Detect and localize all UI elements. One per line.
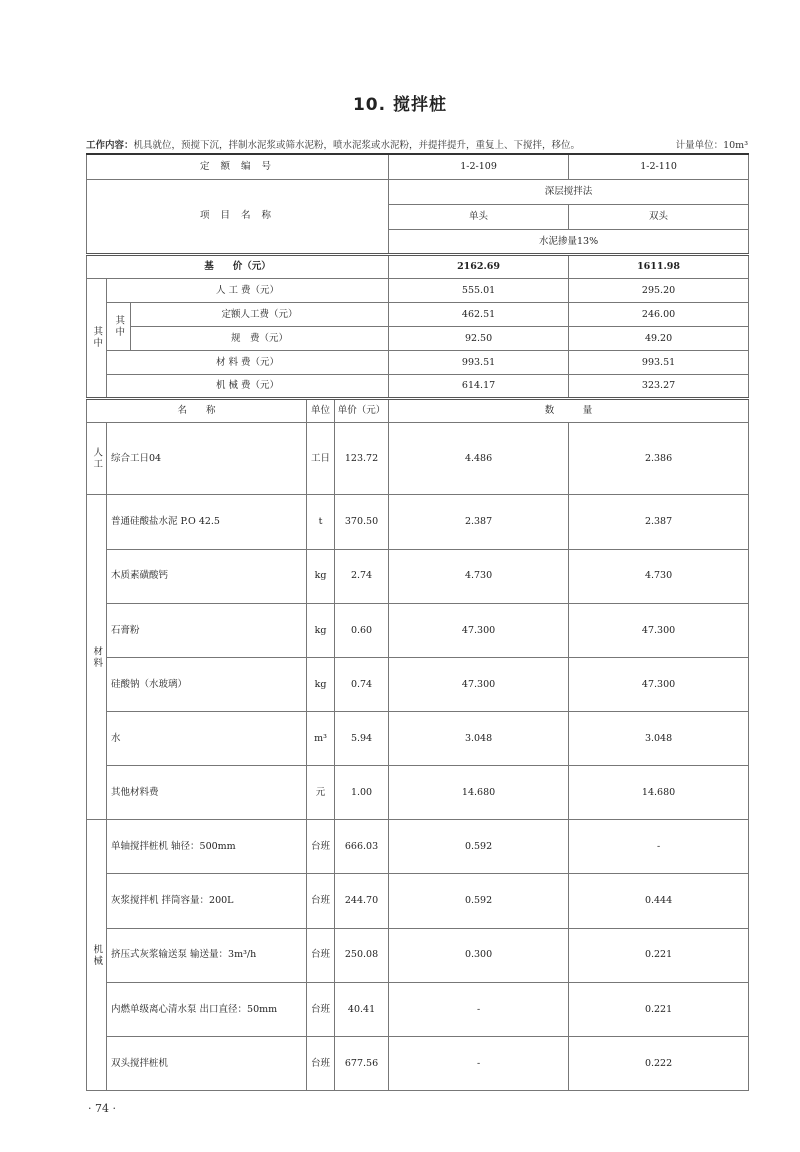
base-price-label: 基 价（元）	[87, 254, 389, 278]
machinery-category-text: 机械	[91, 943, 103, 967]
resource-unit: kg	[307, 603, 335, 657]
resource-quantity-1: 4.486	[389, 423, 569, 495]
quota-labor-cost-row	[87, 302, 749, 326]
quota-code-row	[87, 154, 749, 179]
resource-unit: 台班	[307, 1036, 335, 1090]
material-cost-label: 材 料 费（元）	[107, 351, 389, 375]
breakdown-group-text: 其中	[91, 326, 103, 350]
table-row	[87, 1036, 749, 1090]
variant-single: 单头	[389, 204, 569, 229]
breakdown-group-label	[87, 278, 107, 398]
resource-quantity-1: 47.300	[389, 603, 569, 657]
resource-quantity-2: -	[569, 820, 749, 874]
base-price-row	[87, 254, 749, 278]
resource-name: 其他材料费	[107, 766, 307, 820]
resource-quantity-1: -	[389, 982, 569, 1036]
labor-cost-1: 555.01	[389, 278, 569, 302]
work-content-label: 工作内容：	[86, 140, 134, 151]
resource-unit: 台班	[307, 928, 335, 982]
resource-price: 666.03	[335, 820, 389, 874]
resource-price: 0.60	[335, 603, 389, 657]
quota-code-1: 1-2-109	[389, 154, 569, 179]
resource-quantity-1: -	[389, 1036, 569, 1090]
base-price-1: 2162.69	[389, 254, 569, 278]
method-label: 深层搅拌法	[389, 179, 749, 204]
resource-quantity-2: 3.048	[569, 711, 749, 765]
resource-name: 内燃单级离心清水泵 出口直径：50mm	[107, 982, 307, 1036]
item-name-label: 项 目 名 称	[87, 179, 389, 254]
resource-quantity-1: 0.592	[389, 820, 569, 874]
page-title: 10. 搅拌桩	[352, 95, 448, 115]
method-row	[87, 179, 749, 204]
resource-quantity-1: 3.048	[389, 711, 569, 765]
base-price-2: 1611.98	[569, 254, 749, 278]
resource-name: 木质素磺酸钙	[107, 549, 307, 603]
resource-header-row	[87, 399, 749, 423]
machinery-cost-2: 323.27	[569, 375, 749, 399]
resource-quantity-1: 4.730	[389, 549, 569, 603]
cement-note: 水泥掺量13%	[389, 229, 749, 254]
measurement-unit: 计量单位：10m³	[675, 140, 748, 151]
materials-category-text: 材料	[91, 645, 103, 669]
resource-price: 5.94	[335, 711, 389, 765]
resource-unit: t	[307, 495, 335, 549]
material-cost-2: 993.51	[569, 351, 749, 375]
resource-quantity-1: 47.300	[389, 657, 569, 711]
table-row	[87, 603, 749, 657]
resource-quantity-2: 2.387	[569, 495, 749, 549]
resource-price: 244.70	[335, 874, 389, 928]
resource-quantity-2: 47.300	[569, 603, 749, 657]
labor-cost-label: 人 工 费（元）	[107, 278, 389, 302]
resource-quantity-1: 0.592	[389, 874, 569, 928]
resource-unit: 元	[307, 766, 335, 820]
resource-price: 677.56	[335, 1036, 389, 1090]
resource-quantity-1: 14.680	[389, 766, 569, 820]
resource-unit: kg	[307, 657, 335, 711]
resource-name: 双头搅拌桩机	[107, 1036, 307, 1090]
quota-labor-cost-label: 定额人工费（元）	[131, 302, 389, 326]
resource-name: 普通硅酸盐水泥 P.O 42.5	[107, 495, 307, 549]
fee-1: 92.50	[389, 326, 569, 350]
resource-unit: 台班	[307, 820, 335, 874]
resource-quantity-1: 0.300	[389, 928, 569, 982]
quota-table	[86, 153, 749, 1091]
resource-unit: m³	[307, 711, 335, 765]
resource-quantity-2: 0.221	[569, 982, 749, 1036]
labor-category-text: 人工	[91, 447, 103, 471]
resource-unit: 台班	[307, 874, 335, 928]
table-row	[87, 549, 749, 603]
quota-labor-cost-1: 462.51	[389, 302, 569, 326]
resource-price-header: 单价（元）	[335, 399, 389, 423]
resource-name: 石膏粉	[107, 603, 307, 657]
resource-name: 综合工日04	[107, 423, 307, 495]
resource-quantity-header: 数 量	[389, 399, 749, 423]
materials-category	[87, 495, 107, 820]
machinery-cost-row	[87, 375, 749, 399]
fee-2: 49.20	[569, 326, 749, 350]
breakdown-subgroup-label	[107, 302, 131, 350]
resource-name: 水	[107, 711, 307, 765]
table-row	[87, 495, 749, 549]
resource-price: 250.08	[335, 928, 389, 982]
labor-cost-row	[87, 278, 749, 302]
quota-code-2: 1-2-110	[569, 154, 749, 179]
quota-labor-cost-2: 246.00	[569, 302, 749, 326]
table-row	[87, 820, 749, 874]
resource-price: 123.72	[335, 423, 389, 495]
variant-double: 双头	[569, 204, 749, 229]
resource-unit-header: 单位	[307, 399, 335, 423]
resource-unit: kg	[307, 549, 335, 603]
resource-quantity-2: 14.680	[569, 766, 749, 820]
resource-name: 单轴搅拌桩机 轴径：500mm	[107, 820, 307, 874]
material-cost-1: 993.51	[389, 351, 569, 375]
machinery-category	[87, 820, 107, 1091]
table-row	[87, 657, 749, 711]
resource-price: 40.41	[335, 982, 389, 1036]
labor-cost-2: 295.20	[569, 278, 749, 302]
material-cost-row	[87, 351, 749, 375]
table-row	[87, 874, 749, 928]
machinery-cost-1: 614.17	[389, 375, 569, 399]
fee-row	[87, 326, 749, 350]
resource-quantity-2: 0.444	[569, 874, 749, 928]
labor-category	[87, 423, 107, 495]
resource-unit: 工日	[307, 423, 335, 495]
machinery-cost-label: 机 械 费（元）	[107, 375, 389, 399]
page-number: · 74 ·	[88, 1102, 116, 1115]
work-content-text: 机具就位，预搅下沉，拌制水泥浆或筛水泥粉，喷水泥浆或水泥粉，并提拌提升，重复上、下搅拌，移位。	[133, 140, 581, 151]
table-row	[87, 928, 749, 982]
resource-price: 1.00	[335, 766, 389, 820]
table-row	[87, 423, 749, 495]
resource-quantity-2: 4.730	[569, 549, 749, 603]
table-row	[87, 982, 749, 1036]
work-content-line	[86, 137, 748, 151]
resource-price: 370.50	[335, 495, 389, 549]
resource-unit: 台班	[307, 982, 335, 1036]
resource-name: 挤压式灰浆输送泵 输送量：3m³/h	[107, 928, 307, 982]
resource-price: 2.74	[335, 549, 389, 603]
fee-label: 规 费（元）	[131, 326, 389, 350]
resource-name: 灰浆搅拌机 拌筒容量：200L	[107, 874, 307, 928]
table-row	[87, 711, 749, 765]
resource-quantity-2: 0.221	[569, 928, 749, 982]
quota-code-label: 定 额 编 号	[87, 154, 389, 179]
resource-name-header: 名 称	[87, 399, 307, 423]
resource-quantity-2: 0.222	[569, 1036, 749, 1090]
resource-quantity-2: 47.300	[569, 657, 749, 711]
breakdown-subgroup-text: 其中	[113, 314, 125, 338]
resource-price: 0.74	[335, 657, 389, 711]
resource-name: 硅酸钠（水玻璃）	[107, 657, 307, 711]
resource-quantity-1: 2.387	[389, 495, 569, 549]
table-row	[87, 766, 749, 820]
resource-quantity-2: 2.386	[569, 423, 749, 495]
